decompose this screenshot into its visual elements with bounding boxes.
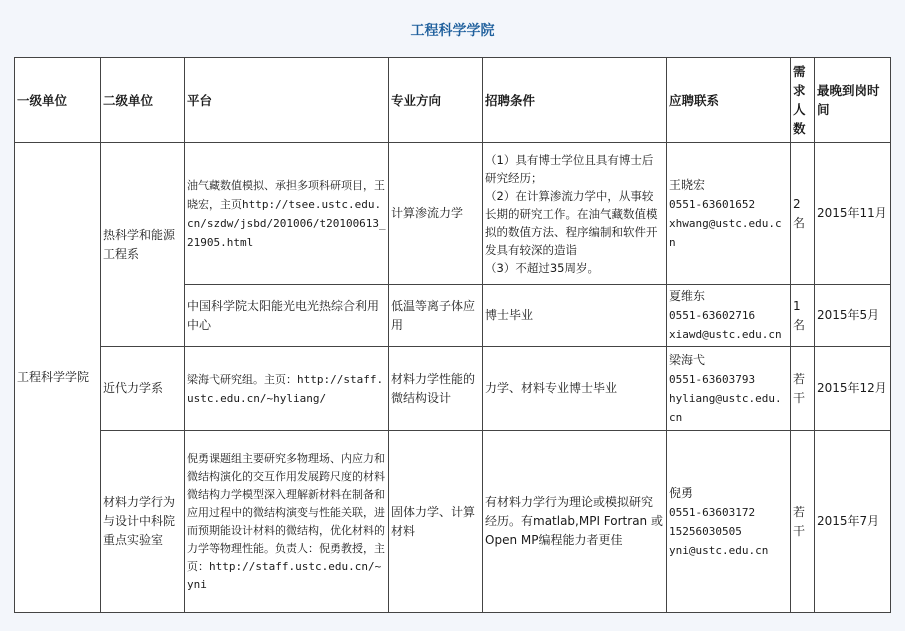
table-header-row xyxy=(15,58,891,143)
platform-cell: 油气藏数值模拟、承担多项科研项目，王晓宏，主页http://tsee.ustc.edu.cn/szdw/jsbd/201006/t20100613_21905.html xyxy=(185,143,389,285)
contact-phone: 0551-63601652 xyxy=(669,197,756,211)
platform-cell: 倪勇课题组主要研究多物理场、内应力和微结构演化的交互作用发展跨尺度的材料微结构力学模型深入理解新材料在制备和应用过程中的微结构演变与性能关联，进而预期能设计材料的微结构，优化材料的力学等物理性能。负责人：倪勇教授，主页：http://staff.ustc.edu.cn/~yni xyxy=(185,431,389,613)
conditions-cell: 有材料力学行为理论或模拟研究经历。有matlab,MPI Fortran 或 Open MP编程能力者更佳 xyxy=(483,431,667,613)
contact-cell xyxy=(667,285,791,347)
page-title: 工程科学学院 xyxy=(410,23,495,39)
recruitment-table xyxy=(14,57,891,613)
contact-name: 梁海弋 xyxy=(669,352,706,367)
header-level2: 二级单位 xyxy=(101,58,185,143)
count-cell: 若干 xyxy=(791,431,815,613)
count-cell: 1名 xyxy=(791,285,815,347)
contact-phone: 0551-63603172 xyxy=(669,505,756,519)
table-row xyxy=(15,347,891,431)
contact-name: 王晓宏 xyxy=(669,177,706,192)
conditions-cell: 力学、材料专业博士毕业 xyxy=(483,347,667,431)
header-direction: 专业方向 xyxy=(389,58,483,143)
count-cell: 若干 xyxy=(791,347,815,431)
contact-cell xyxy=(667,143,791,285)
header-contact: 应聘联系 xyxy=(667,58,791,143)
direction-cell: 低温等离子体应用 xyxy=(389,285,483,347)
header-level1: 一级单位 xyxy=(15,58,101,143)
platform-cell: 梁海弋研究组。主页：http://staff.ustc.edu.cn/~hyliang/ xyxy=(185,347,389,431)
contact-phone-mobile: 15256030505 xyxy=(669,524,742,538)
header-platform: 平台 xyxy=(185,58,389,143)
platform-cell: 中国科学院太阳能光电光热综合利用中心 xyxy=(185,285,389,347)
direction-cell: 固体力学、计算材料 xyxy=(389,431,483,613)
contact-name: 倪勇 xyxy=(669,485,694,500)
direction-cell: 材料力学性能的微结构设计 xyxy=(389,347,483,431)
contact-email: xhwang@ustc.edu.cn xyxy=(669,216,782,249)
contact-email: xiawd@ustc.edu.cn xyxy=(669,328,782,341)
contact-phone: 0551-63602716 xyxy=(669,309,756,322)
deadline-cell: 2015年11月 xyxy=(815,143,891,285)
level2-unit-cell: 热科学和能源工程系 xyxy=(101,143,185,347)
count-cell: 2名 xyxy=(791,143,815,285)
contact-cell xyxy=(667,431,791,613)
contact-cell xyxy=(667,347,791,431)
table-row xyxy=(15,431,891,613)
deadline-cell: 2015年5月 xyxy=(815,285,891,347)
table-row xyxy=(15,143,891,285)
level2-unit-cell: 材料力学行为与设计中科院重点实验室 xyxy=(101,431,185,613)
header-count: 需求人数 xyxy=(791,58,815,143)
contact-email: yni@ustc.edu.cn xyxy=(669,543,769,557)
conditions-cell: 博士毕业 xyxy=(483,285,667,347)
level1-unit-cell: 工程科学学院 xyxy=(15,143,101,613)
direction-cell: 计算渗流力学 xyxy=(389,143,483,285)
contact-email: hyliang@ustc.edu.cn xyxy=(669,391,782,424)
header-deadline: 最晚到岗时间 xyxy=(815,58,891,143)
deadline-cell: 2015年12月 xyxy=(815,347,891,431)
level2-unit-cell: 近代力学系 xyxy=(101,347,185,431)
contact-name: 夏维东 xyxy=(669,289,706,303)
header-conditions: 招聘条件 xyxy=(483,58,667,143)
conditions-cell: （1）具有博士学位且具有博士后研究经历； （2）在计算渗流力学中，从事较长期的研究工作。在油气藏数值模拟的数值方法、程序编制和软件开发具有较深的造诣 （3）不超过35周岁。 xyxy=(483,143,667,285)
deadline-cell: 2015年7月 xyxy=(815,431,891,613)
contact-phone: 0551-63603793 xyxy=(669,372,756,386)
